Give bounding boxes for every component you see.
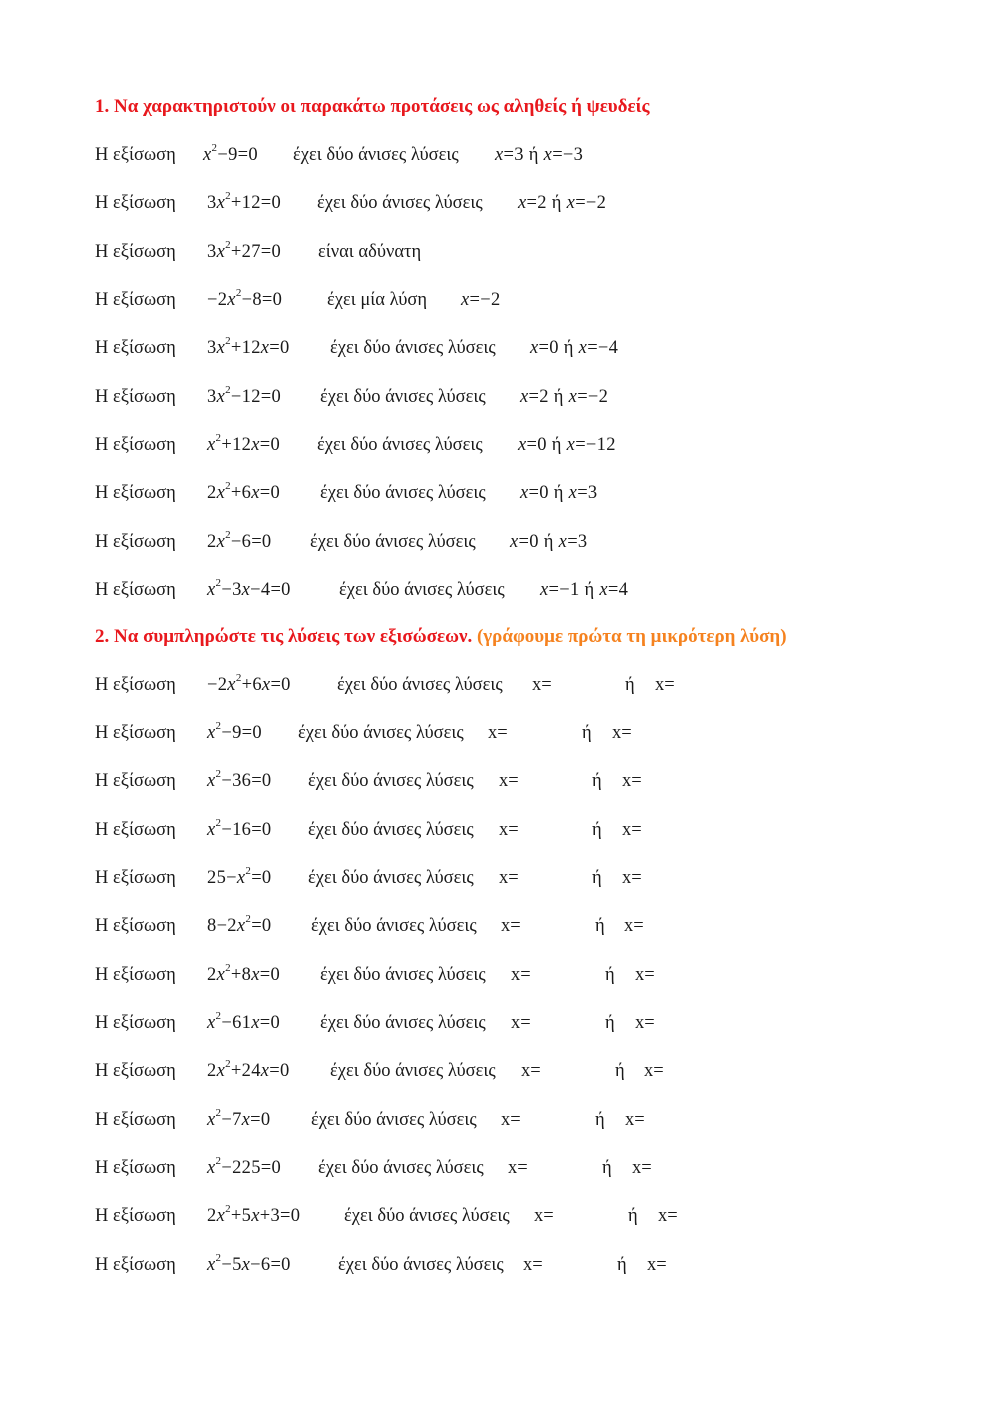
row-label: Η εξίσωση <box>95 580 176 600</box>
row-label: Η εξίσωση <box>95 290 176 310</box>
row-description: έχει δύο άνισες λύσεις <box>311 916 477 936</box>
fill-in-row <box>95 961 895 995</box>
or-word: ή <box>615 1061 625 1081</box>
row-label: Η εξίσωση <box>95 1061 176 1081</box>
answer-blank-2: x= <box>635 1013 655 1033</box>
row-description: έχει δύο άνισες λύσεις <box>320 1013 486 1033</box>
claimed-solution: x=−2 <box>461 290 501 310</box>
statement-row <box>95 528 895 562</box>
row-label: Η εξίσωση <box>95 771 176 791</box>
row-label: Η εξίσωση <box>95 1013 176 1033</box>
row-description: είναι αδύνατη <box>318 242 422 262</box>
or-word: ή <box>595 916 605 936</box>
row-label: Η εξίσωση <box>95 483 176 503</box>
equation: $2x^2+8x=0$ <box>207 961 280 985</box>
section2-note: (γράφουμε πρώτα τη μικρότερη λύση) <box>476 626 787 647</box>
row-description: έχει δύο άνισες λύσεις <box>317 193 483 213</box>
or-word: ή <box>628 1206 638 1226</box>
fill-in-row <box>95 1154 895 1188</box>
answer-blank-2: x= <box>658 1206 678 1226</box>
fill-in-row <box>95 767 895 801</box>
or-word: ή <box>605 1013 615 1033</box>
answer-blank-1: x= <box>511 1013 531 1033</box>
row-description: έχει δύο άνισες λύσεις <box>330 338 496 358</box>
row-description: έχει δύο άνισες λύσεις <box>330 1061 496 1081</box>
row-description: έχει δύο άνισες λύσεις <box>308 771 474 791</box>
answer-blank-2: x= <box>622 820 642 840</box>
statement-row <box>95 576 895 610</box>
answer-blank-1: x= <box>499 771 519 791</box>
claimed-solution: x=0 ή x=−4 <box>530 338 619 358</box>
equation: $x^2-3x-4=0$ <box>207 576 291 600</box>
answer-blank-1: x= <box>521 1061 541 1081</box>
answer-blank-2: x= <box>644 1061 664 1081</box>
row-description: έχει δύο άνισες λύσεις <box>320 387 486 407</box>
equation: $3x^2+27=0$ <box>207 238 282 262</box>
statement-row <box>95 334 895 368</box>
row-label: Η εξίσωση <box>95 820 176 840</box>
equation: $x^2-9=0$ <box>207 719 262 743</box>
row-label: Η εξίσωση <box>95 675 176 695</box>
claimed-solution: x=3 ή x=−3 <box>495 145 584 165</box>
row-label: Η εξίσωση <box>95 965 176 985</box>
row-label: Η εξίσωση <box>95 338 176 358</box>
fill-in-row <box>95 816 895 850</box>
row-description: έχει δύο άνισες λύσεις <box>320 965 486 985</box>
row-label: Η εξίσωση <box>95 916 176 936</box>
row-label: Η εξίσωση <box>95 868 176 888</box>
row-description: έχει δύο άνισες λύσεις <box>310 532 476 552</box>
equation: $x^2-225=0$ <box>207 1154 282 1178</box>
equation: $3x^2+12x=0$ <box>207 334 290 358</box>
fill-in-row <box>95 1106 895 1140</box>
statement-row <box>95 479 895 513</box>
answer-blank-1: x= <box>499 868 519 888</box>
statement-row <box>95 431 895 465</box>
row-label: Η εξίσωση <box>95 1255 176 1275</box>
row-description: έχει μία λύση <box>327 290 428 310</box>
answer-blank-1: x= <box>501 1110 521 1130</box>
or-word: ή <box>602 1158 612 1178</box>
row-description: έχει δύο άνισες λύσεις <box>308 868 474 888</box>
row-description: έχει δύο άνισες λύσεις <box>311 1110 477 1130</box>
statement-row <box>95 189 895 223</box>
row-description: έχει δύο άνισες λύσεις <box>337 675 503 695</box>
row-label: Η εξίσωση <box>95 242 176 262</box>
row-label: Η εξίσωση <box>95 145 176 165</box>
equation: $2x^2+6x=0$ <box>207 479 280 503</box>
equation: $2x^2-6=0$ <box>207 528 272 552</box>
equation: $25-x^2=0$ <box>207 864 272 888</box>
answer-blank-2: x= <box>622 771 642 791</box>
row-description: έχει δύο άνισες λύσεις <box>293 145 459 165</box>
answer-blank-2: x= <box>624 916 644 936</box>
row-label: Η εξίσωση <box>95 435 176 455</box>
row-description: έχει δύο άνισες λύσεις <box>308 820 474 840</box>
row-label: Η εξίσωση <box>95 723 176 743</box>
answer-blank-2: x= <box>612 723 632 743</box>
fill-in-row <box>95 671 895 705</box>
fill-in-row <box>95 864 895 898</box>
equation: $x^2-36=0$ <box>207 767 272 791</box>
answer-blank-1: x= <box>499 820 519 840</box>
equation: $x^2-61x=0$ <box>207 1009 280 1033</box>
equation: $-2x^2-8=0$ <box>207 286 283 310</box>
answer-blank-1: x= <box>532 675 552 695</box>
answer-blank-2: x= <box>647 1255 667 1275</box>
row-description: έχει δύο άνισες λύσεις <box>320 483 486 503</box>
or-word: ή <box>582 723 592 743</box>
claimed-solution: x=0 ή x=−12 <box>518 435 616 455</box>
equation: $x^2-9=0$ <box>203 141 258 165</box>
answer-blank-2: x= <box>655 675 675 695</box>
claimed-solution: x=0 ή x=3 <box>520 483 598 503</box>
answer-blank-1: x= <box>511 965 531 985</box>
statement-row <box>95 141 895 175</box>
section2-heading: 2. Να συμπληρώστε τις λύσεις των εξισώσεων. <box>95 626 473 647</box>
fill-in-row <box>95 1251 895 1285</box>
equation: $-2x^2+6x=0$ <box>207 671 291 695</box>
row-label: Η εξίσωση <box>95 1110 176 1130</box>
row-description: έχει δύο άνισες λύσεις <box>318 1158 484 1178</box>
answer-blank-1: x= <box>488 723 508 743</box>
answer-blank-1: x= <box>508 1158 528 1178</box>
claimed-solution: x=0 ή x=3 <box>510 532 588 552</box>
answer-blank-1: x= <box>501 916 521 936</box>
or-word: ή <box>592 820 602 840</box>
or-word: ή <box>595 1110 605 1130</box>
fill-in-row <box>95 1009 895 1043</box>
answer-blank-2: x= <box>622 868 642 888</box>
statement-row <box>95 383 895 417</box>
answer-blank-1: x= <box>523 1255 543 1275</box>
fill-in-row <box>95 912 895 946</box>
or-word: ή <box>605 965 615 985</box>
fill-in-row <box>95 1202 895 1236</box>
or-word: ή <box>592 771 602 791</box>
row-label: Η εξίσωση <box>95 532 176 552</box>
equation: $3x^2-12=0$ <box>207 383 282 407</box>
equation: $3x^2+12=0$ <box>207 189 282 213</box>
row-label: Η εξίσωση <box>95 387 176 407</box>
section2-heading-wrap <box>95 626 787 648</box>
claimed-solution: x=−1 ή x=4 <box>540 580 629 600</box>
answer-blank-2: x= <box>625 1110 645 1130</box>
or-word: ή <box>592 868 602 888</box>
or-word: ή <box>625 675 635 695</box>
row-description: έχει δύο άνισες λύσεις <box>339 580 505 600</box>
answer-blank-1: x= <box>534 1206 554 1226</box>
row-description: έχει δύο άνισες λύσεις <box>298 723 464 743</box>
row-label: Η εξίσωση <box>95 193 176 213</box>
claimed-solution: x=2 ή x=−2 <box>518 193 607 213</box>
row-description: έχει δύο άνισες λύσεις <box>338 1255 504 1275</box>
equation: $8-2x^2=0$ <box>207 912 272 936</box>
equation: $x^2-5x-6=0$ <box>207 1251 291 1275</box>
section1-heading: 1. Να χαρακτηριστούν οι παρακάτω προτάσεις ως αληθείς ή ψευδείς <box>95 96 650 117</box>
statement-row <box>95 286 895 320</box>
fill-in-row <box>95 719 895 753</box>
or-word: ή <box>617 1255 627 1275</box>
equation: $x^2+12x=0$ <box>207 431 280 455</box>
equation: $2x^2+24x=0$ <box>207 1057 290 1081</box>
equation: $2x^2+5x+3=0$ <box>207 1202 301 1226</box>
equation: $x^2-7x=0$ <box>207 1106 271 1130</box>
row-label: Η εξίσωση <box>95 1158 176 1178</box>
claimed-solution: x=2 ή x=−2 <box>520 387 609 407</box>
answer-blank-2: x= <box>632 1158 652 1178</box>
statement-row <box>95 238 895 272</box>
equation: $x^2-16=0$ <box>207 816 272 840</box>
answer-blank-2: x= <box>635 965 655 985</box>
row-label: Η εξίσωση <box>95 1206 176 1226</box>
row-description: έχει δύο άνισες λύσεις <box>317 435 483 455</box>
row-description: έχει δύο άνισες λύσεις <box>344 1206 510 1226</box>
fill-in-row <box>95 1057 895 1091</box>
